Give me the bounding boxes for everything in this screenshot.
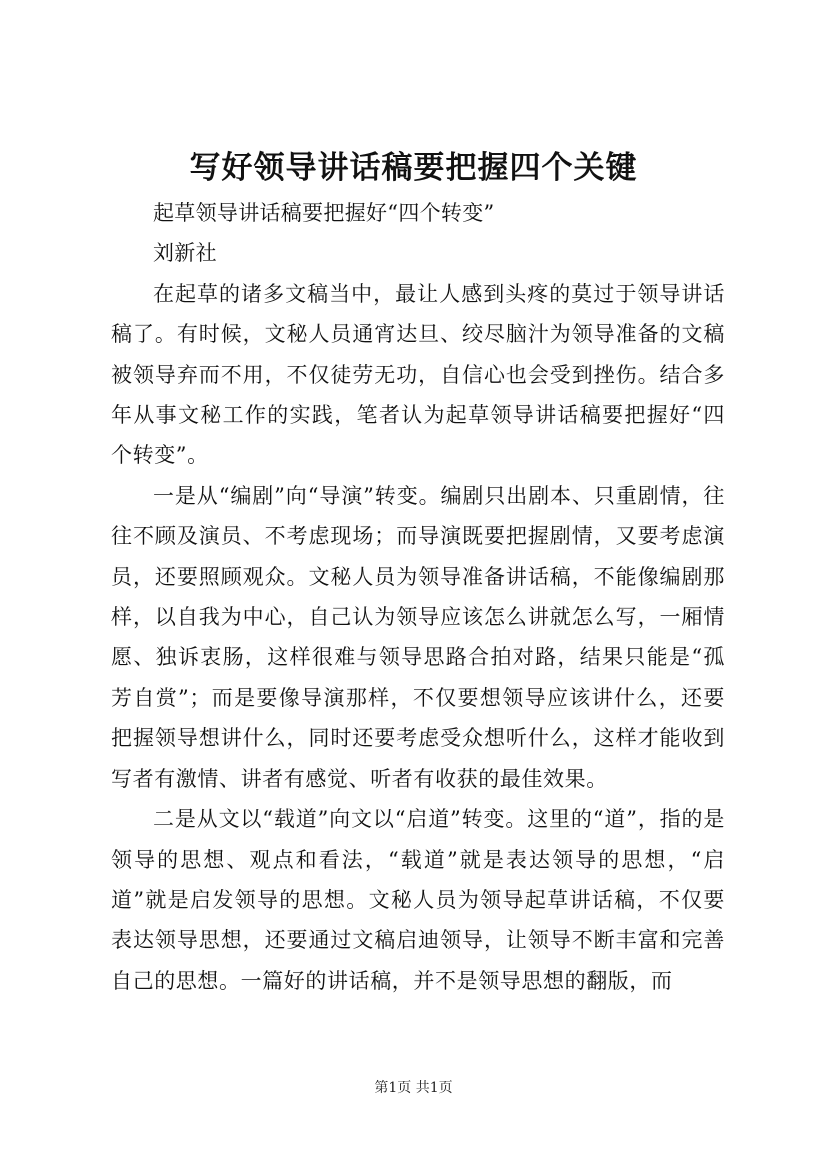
- document-title: 写好领导讲话稿要把握四个关键: [189, 150, 638, 186]
- page-number-footer: 第1页 共1页: [374, 1080, 453, 1096]
- paragraph-point-one: 一是从“编剧”向“导演”转变。编剧只出剧本、只重剧情，往往不顾及演员、不考虑现场；而导演既要把握剧情，又要考虑演员，还要照顾观众。文秘人员为领导准备讲话稿，不能像编剧那样，以自我为中心，自己认为领导应该怎么讲就怎么写，一厢情愿、独诉衷肠，这样很难与领导思路合拍对路，结果只能是“孤芳自赏”；而是要像导演那样，不仅要想领导应该讲什么，还要把握领导想讲什么，同时还要考虑受众想听什么，这样才能收到写者有激情、讲者有感觉、听者有收获的最佳效果。: [111, 483, 725, 791]
- document-body: [111, 193, 725, 1001]
- document-subtitle: 起草领导讲话稿要把握好“四个转变”: [153, 201, 495, 225]
- paragraph-point-two: 二是从文以“载道”向文以“启道”转变。这里的“道”，指的是领导的思想、观点和看法，“载道”就是表达领导的思想，“启道”就是启发领导的思想。文秘人员为领导起草讲话稿，不仅要表达领导思想，还要通过文稿启迪领导，让领导不断丰富和完善自己的思想。一篇好的讲话稿，并不是领导思想的翻版，而: [111, 807, 725, 993]
- paragraph-intro: 在起草的诸多文稿当中，最让人感到头疼的莫过于领导讲话稿了。有时候，文秘人员通宵达旦、绞尽脑汁为领导准备的文稿被领导弃而不用，不仅徒劳无功，自信心也会受到挫伤。结合多年从事文秘工作的实践，笔者认为起草领导讲话稿要把握好“四个转变”。: [111, 281, 725, 468]
- document-author: 刘新社: [153, 241, 217, 266]
